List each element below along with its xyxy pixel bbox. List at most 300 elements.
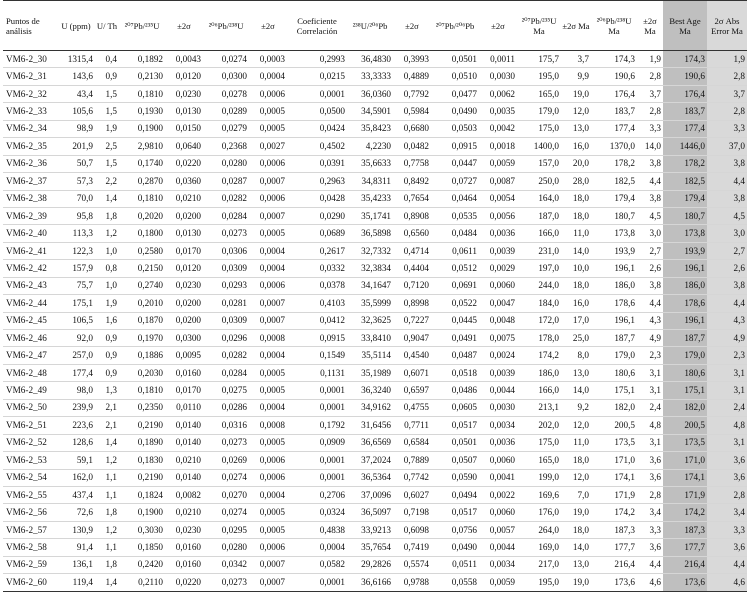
table-cell: 36,5364 — [347, 469, 393, 486]
table-cell: 0,4838 — [287, 521, 347, 538]
table-cell: 0,6680 — [393, 120, 431, 137]
table-cell: 165,0 — [517, 85, 561, 102]
table-cell: 178,6 — [591, 295, 637, 312]
table-cell: 0,0120 — [165, 260, 203, 277]
table-cell: 0,0490 — [431, 539, 479, 556]
table-cell: 223,6 — [57, 417, 95, 434]
table-cell: 0,0611 — [431, 242, 479, 259]
table-cell: 3,6 — [637, 469, 663, 486]
table-cell: 0,0007 — [249, 312, 287, 329]
table-cell: 0,1892 — [119, 51, 165, 68]
table-cell: 32,3625 — [347, 312, 393, 329]
table-row — [3, 242, 747, 259]
table-cell: 1,1 — [95, 539, 119, 556]
header-cell-best-age: Best Age Ma — [663, 1, 707, 51]
table-cell: 0,0424 — [287, 120, 347, 137]
sample-id-cell: VM6-2_45 — [3, 312, 57, 329]
table-cell: 0,2706 — [287, 486, 347, 503]
table-cell: 1,2 — [95, 521, 119, 538]
table-cell: 0,0018 — [479, 138, 517, 155]
table-cell: 175,1 — [663, 382, 707, 399]
table-cell: 0,0008 — [249, 417, 287, 434]
sample-id-cell: VM6-2_43 — [3, 277, 57, 294]
table-cell: 187,0 — [517, 207, 561, 224]
table-cell: 2,8 — [707, 103, 747, 120]
table-row — [3, 120, 747, 137]
table-cell: 0,1850 — [119, 539, 165, 556]
table-cell: 2,4 — [637, 399, 663, 416]
table-cell: 1,8 — [95, 207, 119, 224]
table-cell: 0,1810 — [119, 85, 165, 102]
table-cell: 0,0293 — [203, 277, 249, 294]
table-row — [3, 364, 747, 381]
table-cell: 0,0691 — [431, 277, 479, 294]
table-cell: 0,0284 — [203, 364, 249, 381]
table-cell: 2,3 — [707, 347, 747, 364]
table-cell: 0,0296 — [203, 330, 249, 347]
table-cell: 0,4502 — [287, 138, 347, 155]
table-cell: 0,0300 — [165, 330, 203, 347]
table-cell: 0,0518 — [431, 364, 479, 381]
table-cell: 0,1900 — [119, 120, 165, 137]
table-cell: 0,0048 — [479, 312, 517, 329]
table-cell: 3,6 — [707, 539, 747, 556]
table-cell: 18,0 — [561, 207, 591, 224]
table-cell: 0,0501 — [431, 51, 479, 68]
table-row — [3, 190, 747, 207]
header-cell: ±2σ — [393, 1, 431, 51]
table-cell: 0,0007 — [249, 574, 287, 591]
table-cell: 200,5 — [591, 417, 637, 434]
table-cell: 196,1 — [591, 260, 637, 277]
table-cell: 11,0 — [561, 225, 591, 242]
table-cell: 0,0295 — [203, 521, 249, 538]
table-cell: 1446,0 — [663, 138, 707, 155]
table-cell: 20,0 — [561, 155, 591, 172]
table-cell: 174,2 — [663, 504, 707, 521]
table-cell: 0,0915 — [287, 330, 347, 347]
table-cell: 180,7 — [663, 207, 707, 224]
table-cell: 166,0 — [517, 382, 561, 399]
table-cell: 175,0 — [517, 120, 561, 137]
table-cell: 0,0027 — [249, 138, 287, 155]
table-cell: 173,6 — [663, 574, 707, 591]
table-cell: 0,0230 — [165, 85, 203, 102]
table-cell: 8,0 — [561, 347, 591, 364]
sample-id-cell: VM6-2_37 — [3, 173, 57, 190]
table-cell: 164,0 — [517, 190, 561, 207]
table-cell: 1,9 — [637, 51, 663, 68]
table-cell: 0,9 — [95, 364, 119, 381]
table-row — [3, 68, 747, 85]
table-cell: 0,0170 — [165, 382, 203, 399]
table-cell: 178,0 — [517, 330, 561, 347]
table-cell: 2,1 — [95, 399, 119, 416]
table-cell: 169,6 — [517, 486, 561, 503]
table-cell: 0,0215 — [287, 68, 347, 85]
table-cell: 0,0309 — [203, 312, 249, 329]
table-cell: 0,0280 — [203, 155, 249, 172]
table-cell: 0,1810 — [119, 382, 165, 399]
table-cell: 59,1 — [57, 452, 95, 469]
table-cell: 0,0360 — [165, 173, 203, 190]
table-cell: 196,1 — [591, 312, 637, 329]
table-row — [3, 574, 747, 591]
table-cell: 0,0082 — [165, 486, 203, 503]
table-cell: 50,7 — [57, 155, 95, 172]
table-cell: 57,3 — [57, 173, 95, 190]
table-cell: 0,0160 — [165, 364, 203, 381]
table-cell: 37,0 — [707, 138, 747, 155]
sample-id-cell: VM6-2_46 — [3, 330, 57, 347]
table-cell: 0,0087 — [479, 173, 517, 190]
table-cell: 14,0 — [561, 382, 591, 399]
table-cell: 4,4 — [707, 173, 747, 190]
table-cell: 0,2190 — [119, 469, 165, 486]
table-cell: 4,3 — [707, 312, 747, 329]
table-cell: 4,5 — [707, 207, 747, 224]
table-cell: 0,0286 — [203, 399, 249, 416]
table-cell: 0,2963 — [287, 173, 347, 190]
table-cell: 0,0428 — [287, 190, 347, 207]
header-cell: ±2σ — [249, 1, 287, 51]
table-row — [3, 330, 747, 347]
table-cell: 136,1 — [57, 556, 95, 573]
table-cell: 12,0 — [561, 103, 591, 120]
table-cell: 183,7 — [663, 103, 707, 120]
table-cell: 193,9 — [663, 242, 707, 259]
table-cell: 16,0 — [561, 138, 591, 155]
table-cell: 0,7120 — [393, 277, 431, 294]
table-cell: 0,8908 — [393, 207, 431, 224]
table-cell: 0,0042 — [479, 120, 517, 137]
table-cell: 0,0230 — [165, 277, 203, 294]
table-cell: 113,3 — [57, 225, 95, 242]
table-cell: 0,0035 — [479, 103, 517, 120]
table-cell: 0,0535 — [431, 207, 479, 224]
table-cell: 171,0 — [591, 452, 637, 469]
table-cell: 3,3 — [637, 521, 663, 538]
table-row — [3, 417, 747, 434]
table-cell: 178,2 — [591, 155, 637, 172]
table-cell: 0,8492 — [393, 173, 431, 190]
table-cell: 29,2826 — [347, 556, 393, 573]
table-cell: 187,3 — [591, 521, 637, 538]
table-cell: 0,0210 — [165, 452, 203, 469]
table-row — [3, 138, 747, 155]
table-cell: 2,2 — [95, 173, 119, 190]
table-cell: 173,5 — [663, 434, 707, 451]
table-cell: 257,0 — [57, 347, 95, 364]
table-cell: 437,4 — [57, 486, 95, 503]
header-cell: ²⁰⁶Pb/²³⁸U — [203, 1, 249, 51]
table-cell: 0,0280 — [203, 539, 249, 556]
table-cell: 0,0030 — [479, 68, 517, 85]
table-cell: 166,0 — [517, 225, 561, 242]
table-cell: 1,9 — [95, 295, 119, 312]
table-cell: 0,1549 — [287, 347, 347, 364]
table-cell: 0,0486 — [431, 382, 479, 399]
table-cell: 0,0477 — [431, 85, 479, 102]
header-cell: ±2σ — [165, 1, 203, 51]
table-cell: 4,9 — [707, 330, 747, 347]
table-cell: 0,6560 — [393, 225, 431, 242]
table-cell: 3,8 — [637, 190, 663, 207]
table-cell: 0,1930 — [119, 103, 165, 120]
table-cell: 0,2368 — [203, 138, 249, 155]
table-cell: 0,2350 — [119, 399, 165, 416]
table-row — [3, 207, 747, 224]
table-cell: 4,4 — [637, 295, 663, 312]
table-cell: 2,7 — [707, 242, 747, 259]
table-cell: 187,7 — [591, 330, 637, 347]
table-cell: 0,0062 — [479, 85, 517, 102]
table-cell: 34,9162 — [347, 399, 393, 416]
table-cell: 195,0 — [517, 68, 561, 85]
table-cell: 18,0 — [561, 190, 591, 207]
table-cell: 2,4 — [707, 399, 747, 416]
table-cell: 0,0041 — [479, 469, 517, 486]
table-cell: 32,3834 — [347, 260, 393, 277]
table-cell: 1,4 — [95, 574, 119, 591]
table-cell: 0,0281 — [203, 295, 249, 312]
table-cell: 9,9 — [561, 68, 591, 85]
table-cell: 200,5 — [663, 417, 707, 434]
table-cell: 4,4 — [637, 173, 663, 190]
table-cell: 0,0210 — [165, 190, 203, 207]
table-cell: 184,0 — [517, 295, 561, 312]
table-cell: 1400,0 — [517, 138, 561, 155]
table-cell: 0,3030 — [119, 521, 165, 538]
table-cell: 0,5574 — [393, 556, 431, 573]
table-cell: 250,0 — [517, 173, 561, 190]
table-cell: 98,0 — [57, 382, 95, 399]
table-cell: 0,0003 — [249, 51, 287, 68]
table-cell: 2,8 — [637, 68, 663, 85]
table-cell: 0,4404 — [393, 260, 431, 277]
table-cell: 3,7 — [561, 51, 591, 68]
table-cell: 0,0024 — [479, 347, 517, 364]
table-cell: 0,0282 — [203, 190, 249, 207]
table-cell: 1315,4 — [57, 51, 95, 68]
table-cell: 174,1 — [591, 469, 637, 486]
table-cell: 0,0278 — [203, 85, 249, 102]
table-cell: 176,4 — [663, 85, 707, 102]
table-cell: 0,0270 — [203, 486, 249, 503]
table-cell: 174,1 — [663, 469, 707, 486]
table-cell: 0,0160 — [165, 556, 203, 573]
table-cell: 13,0 — [561, 364, 591, 381]
table-cell: 0,0006 — [249, 190, 287, 207]
table-row — [3, 539, 747, 556]
table-row — [3, 399, 747, 416]
table-cell: 105,6 — [57, 103, 95, 120]
table-cell: 171,0 — [663, 452, 707, 469]
table-cell: 17,0 — [561, 312, 591, 329]
sample-id-cell: VM6-2_51 — [3, 417, 57, 434]
table-cell: 174,2 — [591, 504, 637, 521]
table-cell: 14,0 — [637, 138, 663, 155]
table-cell: 0,0034 — [479, 556, 517, 573]
table-cell: 0,0060 — [479, 452, 517, 469]
table-cell: 0,0034 — [479, 417, 517, 434]
table-cell: 0,0140 — [165, 469, 203, 486]
table-cell: 0,0001 — [287, 574, 347, 591]
table-cell: 0,9788 — [393, 574, 431, 591]
table-cell: 173,8 — [663, 225, 707, 242]
table-cell: 0,6597 — [393, 382, 431, 399]
table-cell: 3,1 — [707, 364, 747, 381]
table-cell: 1,4 — [95, 434, 119, 451]
table-cell: 106,5 — [57, 312, 95, 329]
table-cell: 130,9 — [57, 521, 95, 538]
table-cell: 0,0500 — [287, 103, 347, 120]
table-cell: 0,0487 — [431, 347, 479, 364]
table-cell: 0,0001 — [287, 469, 347, 486]
table-cell: 0,0200 — [165, 312, 203, 329]
table-cell: 3,4 — [707, 504, 747, 521]
table-cell: 0,5984 — [393, 103, 431, 120]
table-cell: 0,0120 — [165, 68, 203, 85]
table-cell: 3,3 — [637, 120, 663, 137]
table-cell: 0,2580 — [119, 242, 165, 259]
table-cell: 178,2 — [663, 155, 707, 172]
table-cell: 0,0044 — [479, 539, 517, 556]
table-cell: 3,8 — [707, 155, 747, 172]
table-cell: 0,0006 — [249, 277, 287, 294]
table-cell: 180,7 — [591, 207, 637, 224]
table-cell: 0,0491 — [431, 330, 479, 347]
sample-id-cell: VM6-2_32 — [3, 85, 57, 102]
table-cell: 1,9 — [95, 120, 119, 137]
table-cell: 177,4 — [663, 120, 707, 137]
table-cell: 182,5 — [663, 173, 707, 190]
table-cell: 0,2190 — [119, 417, 165, 434]
table-cell: 2,8 — [707, 486, 747, 503]
table-cell: 199,0 — [517, 469, 561, 486]
table-cell: 217,0 — [517, 556, 561, 573]
table-cell: 2,7 — [637, 242, 663, 259]
table-cell: 0,7227 — [393, 312, 431, 329]
table-cell: 0,0273 — [203, 225, 249, 242]
table-cell: 0,4 — [95, 51, 119, 68]
table-cell: 162,0 — [57, 469, 95, 486]
table-cell: 201,9 — [57, 138, 95, 155]
table-cell: 2,1 — [95, 417, 119, 434]
table-row — [3, 173, 747, 190]
table-cell: 0,0279 — [203, 120, 249, 137]
table-cell: 0,0140 — [165, 434, 203, 451]
sample-id-cell: VM6-2_53 — [3, 452, 57, 469]
table-cell: 0,1800 — [119, 225, 165, 242]
sample-id-cell: VM6-2_54 — [3, 469, 57, 486]
table-cell: 0,0011 — [479, 51, 517, 68]
table-row — [3, 85, 747, 102]
table-cell: 72,6 — [57, 504, 95, 521]
table-cell: 0,7792 — [393, 85, 431, 102]
table-cell: 0,0464 — [431, 190, 479, 207]
table-cell: 0,0590 — [431, 469, 479, 486]
table-cell: 0,0290 — [287, 207, 347, 224]
table-cell: 0,0006 — [249, 155, 287, 172]
table-row — [3, 260, 747, 277]
table-cell: 0,8 — [95, 260, 119, 277]
table-cell: 0,0044 — [479, 382, 517, 399]
table-cell: 3,8 — [637, 155, 663, 172]
table-cell: 3,6 — [637, 452, 663, 469]
table-cell: 0,2870 — [119, 173, 165, 190]
table-cell: 0,0378 — [287, 277, 347, 294]
table-row — [3, 486, 747, 503]
table-cell: 34,8311 — [347, 173, 393, 190]
sample-id-cell: VM6-2_35 — [3, 138, 57, 155]
table-cell: 190,6 — [591, 68, 637, 85]
table-cell: 0,1131 — [287, 364, 347, 381]
table-cell: 0,0008 — [249, 330, 287, 347]
table-cell: 0,0445 — [431, 312, 479, 329]
header-cell: Coeficiente Correlación — [287, 1, 347, 51]
table-cell: 37,2024 — [347, 452, 393, 469]
table-cell: 186,0 — [591, 277, 637, 294]
table-cell: 180,6 — [591, 364, 637, 381]
table-cell: 0,2150 — [119, 260, 165, 277]
table-cell: 0,0605 — [431, 399, 479, 416]
table-cell: 187,7 — [663, 330, 707, 347]
table-cell: 0,0007 — [249, 207, 287, 224]
table-cell: 0,1970 — [119, 330, 165, 347]
table-cell: 0,0273 — [203, 434, 249, 451]
table-cell: 1,0 — [95, 242, 119, 259]
table-cell: 0,0036 — [479, 434, 517, 451]
table-cell: 0,0332 — [287, 260, 347, 277]
table-cell: 0,1890 — [119, 434, 165, 451]
sample-id-cell: VM6-2_33 — [3, 103, 57, 120]
table-cell: 0,0006 — [249, 85, 287, 102]
table-cell: 4,5 — [637, 207, 663, 224]
table-cell: 174,2 — [517, 347, 561, 364]
sample-id-cell: VM6-2_39 — [3, 207, 57, 224]
table-row — [3, 452, 747, 469]
table-row — [3, 225, 747, 242]
table-cell: 0,9 — [95, 347, 119, 364]
table-cell: 0,7198 — [393, 504, 431, 521]
table-cell: 0,0282 — [203, 347, 249, 364]
table-cell: 176,4 — [591, 85, 637, 102]
table-cell: 0,0039 — [479, 364, 517, 381]
table-cell: 0,4714 — [393, 242, 431, 259]
table-cell: 157,0 — [517, 155, 561, 172]
table-cell: 0,1740 — [119, 155, 165, 172]
table-cell: 36,6569 — [347, 434, 393, 451]
table-row — [3, 469, 747, 486]
table-cell: 3,1 — [637, 382, 663, 399]
table-cell: 0,6584 — [393, 434, 431, 451]
header-cell: ²⁰⁶Pb/²³⁸U Ma — [591, 1, 637, 51]
table-cell: 0,2110 — [119, 574, 165, 591]
table-cell: 0,0324 — [287, 504, 347, 521]
table-cell: 0,0005 — [249, 434, 287, 451]
table-cell: 4,3 — [637, 312, 663, 329]
table-cell: 0,0447 — [431, 155, 479, 172]
table-cell: 177,4 — [57, 364, 95, 381]
table-cell: 175,7 — [517, 51, 561, 68]
table-cell: 19,0 — [561, 85, 591, 102]
table-cell: 172,0 — [517, 312, 561, 329]
table-cell: 173,6 — [591, 574, 637, 591]
table-cell: 174,3 — [591, 51, 637, 68]
table-cell: 197,0 — [517, 260, 561, 277]
table-cell: 3,1 — [707, 434, 747, 451]
